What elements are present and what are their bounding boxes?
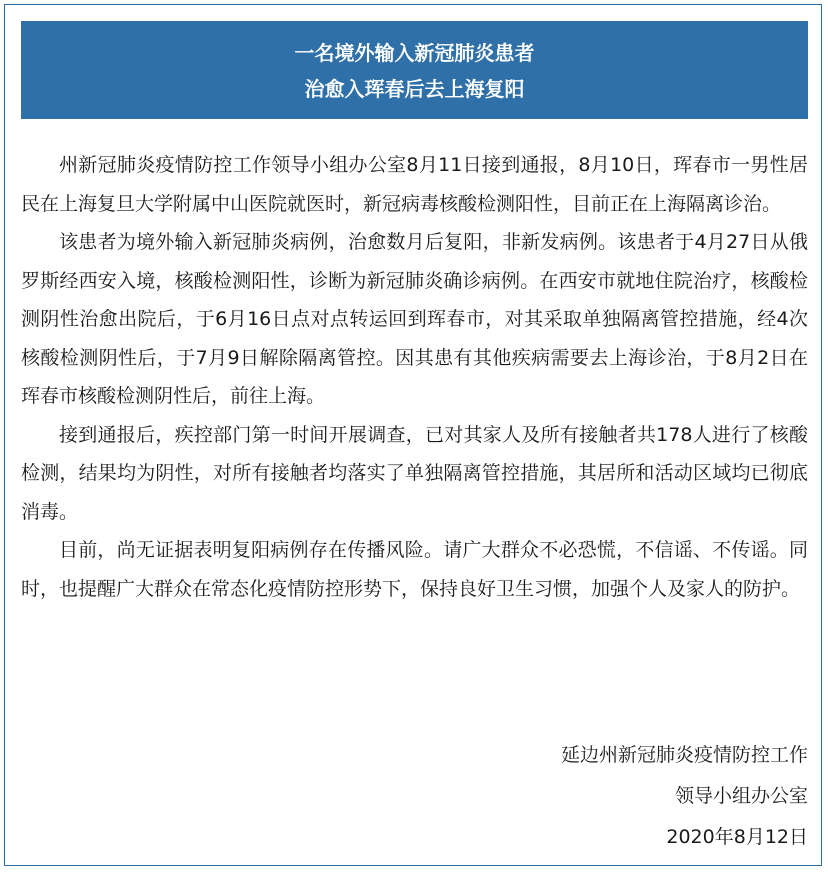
article-body — [21, 146, 808, 608]
signature-org-line-2: 领导小组办公室 — [674, 785, 808, 807]
paragraph-1: 州新冠肺炎疫情防控工作领导小组办公室8月11日接到通报，8月10日，珲春市一男性居民在上海复旦大学附属中山医院就医时，新冠病毒核酸检测阳性，目前正在上海隔离诊治。 — [21, 154, 808, 215]
signature-block — [561, 735, 808, 858]
signature-date: 2020年8月12日 — [666, 826, 808, 848]
paragraph-4: 目前，尚无证据表明复阳病例存在传播风险。请广大群众不必恐慌，不信谣、不传谣。同时，也提醒广大群众在常态化疫情防控形势下，保持良好卫生习惯，加强个人及家人的防护。 — [21, 539, 808, 600]
paragraph-3: 接到通报后，疾控部门第一时间开展调查，已对其家人及所有接触者共178人进行了核酸检测，结果均为阴性，对所有接触者均落实了单独隔离管控措施，其居所和活动区域均已彻底消毒。 — [21, 423, 808, 523]
paragraph-2: 该患者为境外输入新冠肺炎病例，治愈数月后复阳，非新发病例。该患者于4月27日从俄罗斯经西安入境，核酸检测阳性，诊断为新冠肺炎确诊病例。在西安市就地住院治疗，核酸检测阴性治愈出院后，于6月16日点对点转运回到珲春市，对其采取单独隔离管控措施，经4次核酸检测阴性后，于7月9日解除隔离管控。因其患有其他疾病需要去上海诊治，于8月2日在珲春市核酸检测阴性后，前往上海。 — [21, 231, 808, 407]
title-banner — [21, 21, 808, 119]
signature-org-line-1: 延边州新冠肺炎疫情防控工作 — [560, 744, 808, 766]
title-line-1: 一名境外输入新冠肺炎患者 — [294, 41, 535, 65]
title-line-2: 治愈入珲春后去上海复阳 — [304, 77, 525, 101]
